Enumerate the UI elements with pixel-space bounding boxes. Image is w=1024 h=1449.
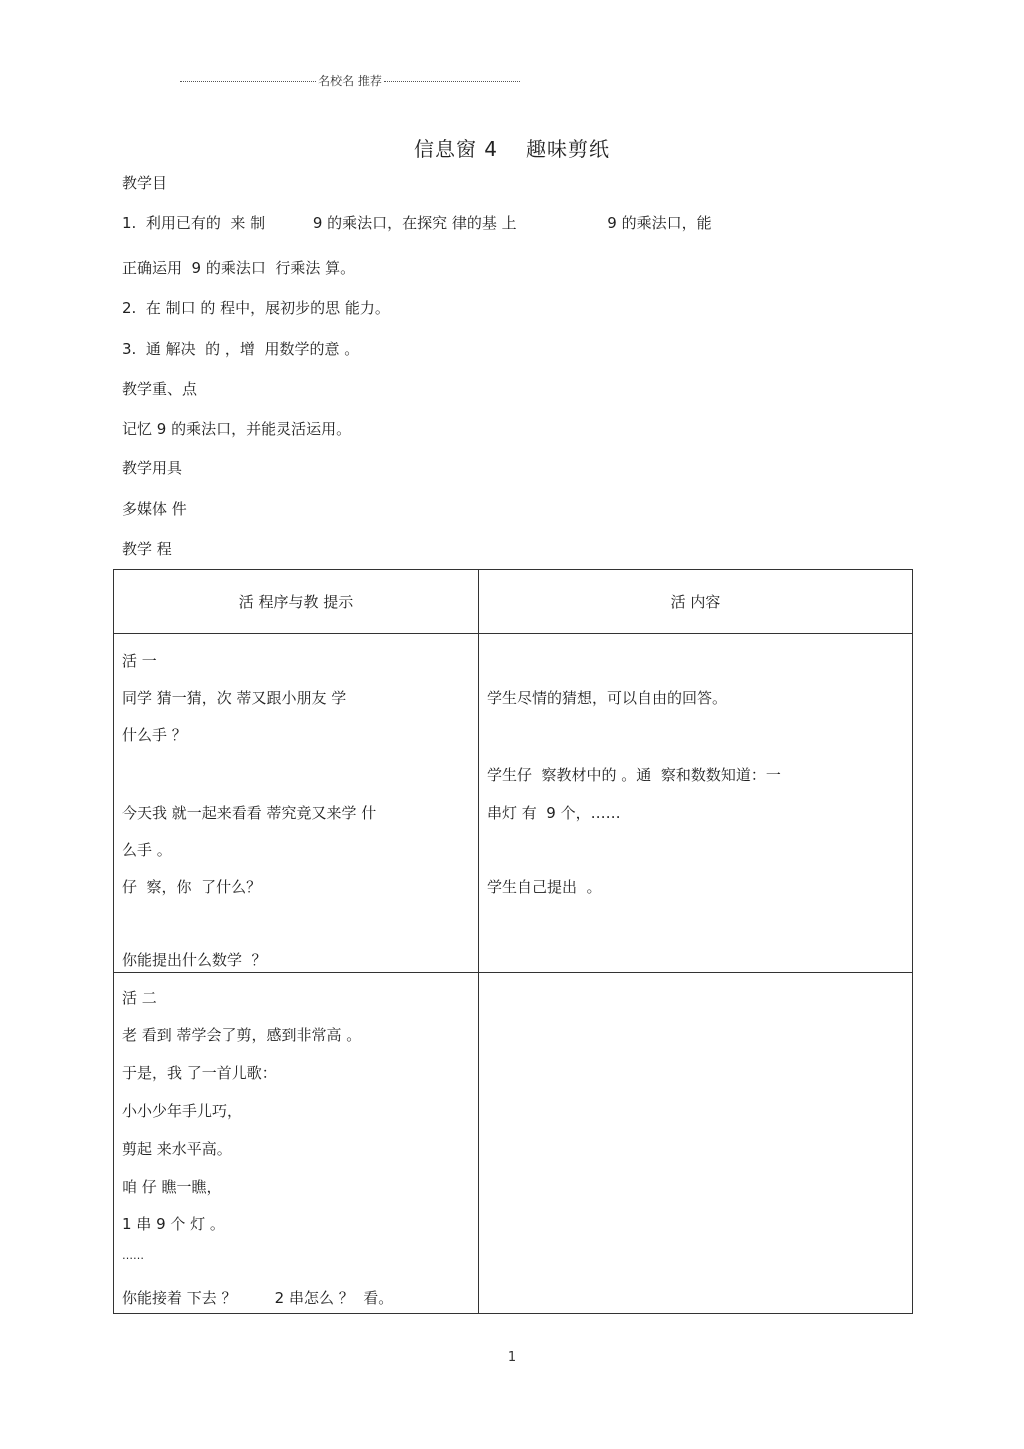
page-header [180,72,520,89]
cell-line: 活 二 [122,989,157,1007]
teaching-tools-text: 多媒体 件 [122,500,187,518]
cell-line: 么手 。 [122,841,172,859]
table-header-row [114,570,913,634]
activity-1-right [479,634,913,973]
title-part2: 趣味剪纸 [526,137,611,161]
header-dash-right [384,81,520,82]
table-header-right: 活 内容 [479,570,913,634]
heading-teaching-tools: 教学用具 [122,459,183,477]
document-title [0,133,1024,162]
goal-1: 1. 利用已有的 来 制 9 的乘法口，在探究 律的基 上 9 的乘法口，能 [122,214,712,232]
cell-line: 学生仔 察教材中的 。通 察和数数知道：一 [487,766,781,784]
cell-line: 什么手 ？ [122,726,187,744]
goal-2: 2. 在 制口 的 程中，展初步的思 能力。 [122,299,390,317]
cell-line: 你能提出什么数学 ？ [122,951,267,969]
activity-2-right [479,973,913,1314]
cell-line: 小小少年手儿巧， [122,1102,243,1120]
heading-teaching-goals: 教学目 [122,174,168,192]
table-row [114,973,913,1314]
goal-3: 3. 通 解决 的 ，增 用数学的意 。 [122,340,360,358]
cell-line: …… [122,1249,144,1262]
cell-line: 串灯 有 9 个，…… [487,804,621,822]
title-part1: 信息窗 4 [413,137,499,161]
table-row [114,634,913,973]
header-dash-left [180,81,316,82]
cell-line: 于是，我 了一首儿歌： [122,1064,277,1082]
header-text: 名校名 推荐 [318,74,382,88]
activity-2-left [114,973,479,1314]
cell-line: 活 一 [122,652,157,670]
cell-line: 你能接着 下去 ？ 2 串怎么 ？ 看。 [122,1289,394,1307]
cell-line: 今天我 就一起来看看 蒂究竟又来学 什 [122,804,377,822]
key-point-text: 记忆 9 的乘法口，并能灵活运用。 [122,420,352,438]
cell-line: 仔 察，你 了什么？ [122,878,262,896]
cell-line: 学生自己提出 。 [487,878,602,896]
cell-line: 老 看到 蒂学会了剪，感到非常高 。 [122,1026,362,1044]
table-header-left: 活 程序与教 提示 [114,570,479,634]
cell-line: 剪起 来水平高。 [122,1140,232,1158]
heading-key-points: 教学重、点 [122,380,198,398]
cell-line: 同学 猜一猜，次 蒂又跟小朋友 学 [122,689,347,707]
activity-1-left [114,634,479,973]
page-number: 1 [507,1350,517,1365]
cell-line: 学生尽情的猜想，可以自由的回答。 [487,689,728,707]
heading-teaching-process: 教学 程 [122,540,172,558]
lesson-plan-table [113,569,913,1314]
cell-line: 咱 仔 瞧一瞧， [122,1178,222,1196]
cell-line: 1 串 9 个 灯 。 [122,1215,225,1233]
goal-1-cont: 正确运用 9 的乘法口 行乘法 算。 [122,259,356,277]
